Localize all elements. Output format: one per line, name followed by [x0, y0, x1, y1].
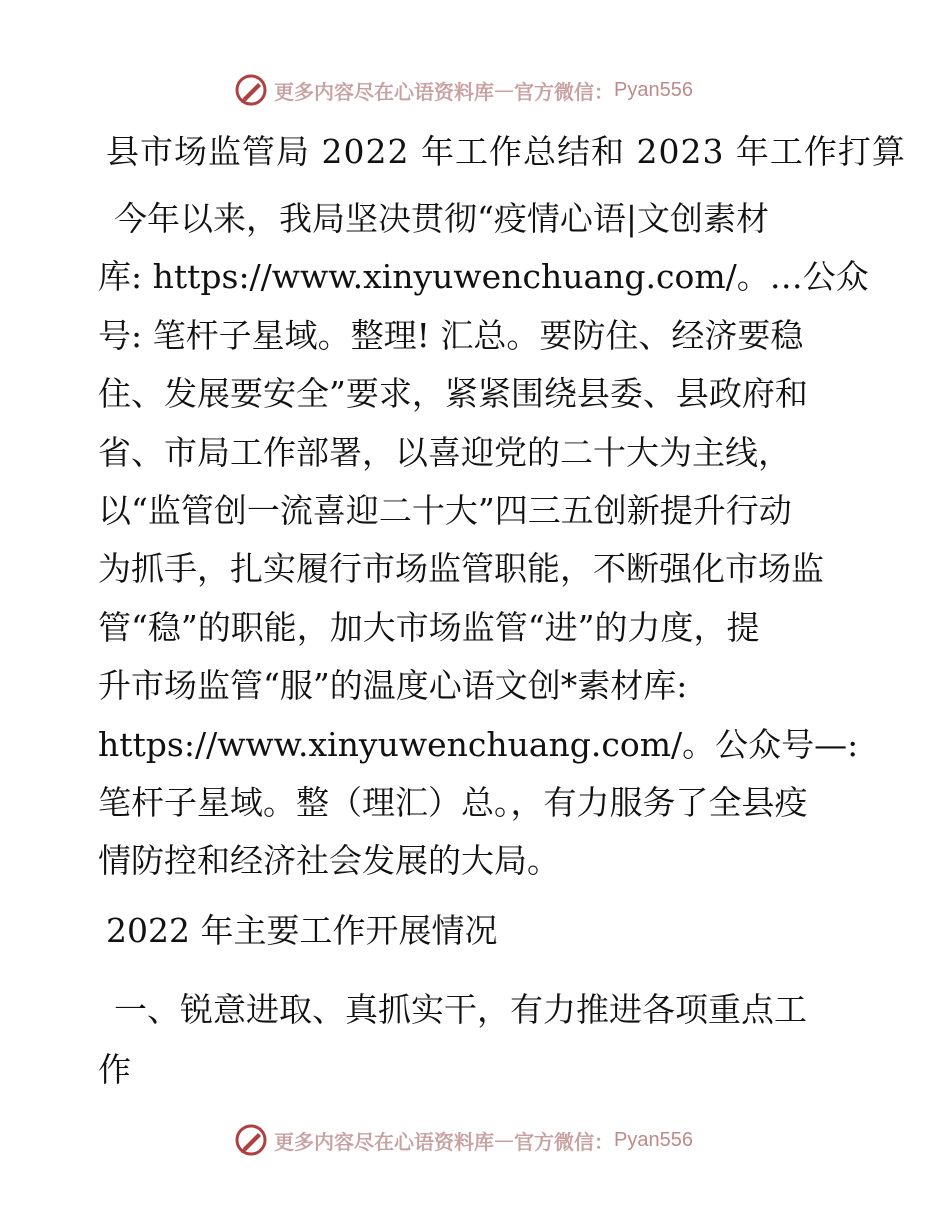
subsection-line: 一、锐意进取、真抓实干，有力推进各项重点工 [114, 990, 807, 1029]
paragraph-line: 库: https://www.xinyuwenchuang.com/。…公众 [98, 257, 869, 297]
watermark-separator: — [494, 1128, 514, 1152]
subsection-heading [98, 980, 858, 1100]
paragraph-line: 今年以来，我局坚决贯彻“疫情心语|文创素材 [114, 199, 769, 238]
paragraph-line: 省、市局工作部署，以喜迎党的二十大为主线， [98, 432, 791, 472]
header-watermark [234, 72, 693, 108]
watermark-id: Pyan556 [614, 78, 693, 101]
paragraph-line: 号: 笔杆子星域。整理! 汇总。要防住、经济要稳 [98, 315, 804, 355]
watermark-text: 更多内容尽在心语资料库 [274, 79, 494, 104]
watermark-contact: 官方微信： [514, 1129, 614, 1154]
paragraph-line: https://www.xinyuwenchuang.com/。公众号—: [98, 724, 859, 764]
paragraph-line: 升市场监管“服”的温度心语文创*素材库: [98, 666, 688, 706]
intro-paragraph [98, 190, 869, 891]
paragraph-line: 管“稳”的职能，加大市场监管“进”的力度，提 [98, 607, 760, 647]
pen-logo-icon [234, 1123, 268, 1157]
paragraph-line: 住、发展要安全”要求，紧紧围绕县委、县政府和 [98, 374, 808, 414]
footer-watermark [234, 1122, 693, 1158]
paragraph-line: 为抓手，扎实履行市场监管职能，不断强化市场监 [98, 549, 824, 589]
document-title: 县市场监管局 2022 年工作总结和 2023 年工作打算 [106, 132, 906, 171]
watermark-contact: 官方微信： [514, 79, 614, 104]
watermark-text: 更多内容尽在心语资料库 [274, 1129, 494, 1154]
paragraph-line: 情防控和经济社会发展的大局。 [98, 841, 560, 881]
paragraph-line: 笔杆子星域。整（理汇）总。，有力服务了全县疫 [98, 782, 808, 822]
paragraph-line: 以“监管创一流喜迎二十大”四三五创新提升行动 [98, 490, 792, 530]
subsection-line: 作 [98, 1050, 131, 1089]
watermark-id: Pyan556 [614, 1128, 693, 1151]
section-heading: 2022 年主要工作开展情况 [106, 911, 498, 950]
watermark-separator: — [494, 78, 514, 102]
pen-logo-icon [234, 73, 268, 107]
